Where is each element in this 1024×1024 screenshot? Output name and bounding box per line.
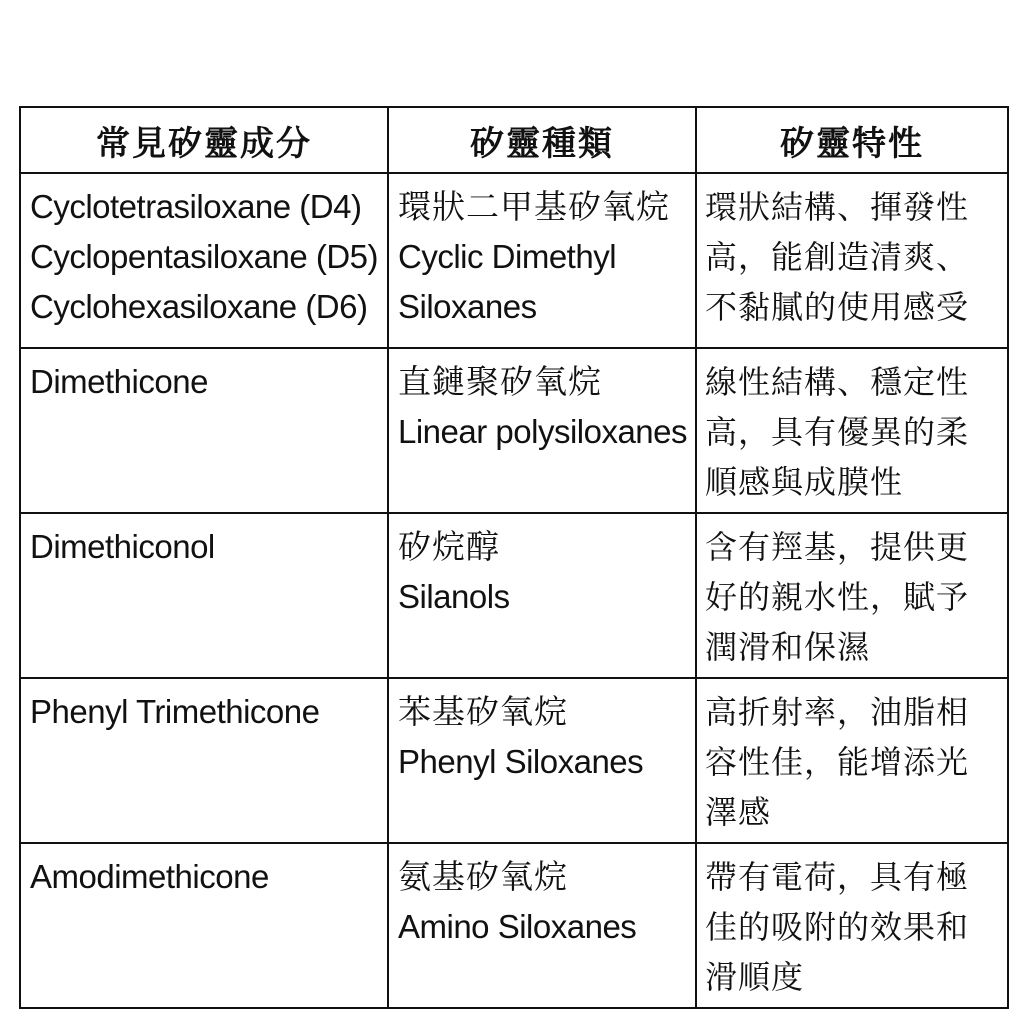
type-cell xyxy=(388,348,696,513)
property-text: 佳的吸附的效果和 xyxy=(705,909,970,945)
type-text: 環狀二甲基矽氧烷 xyxy=(398,188,670,225)
header-type: 矽靈種類 xyxy=(388,107,696,173)
type-text: Siloxanes xyxy=(398,288,537,325)
type-cell xyxy=(388,173,696,348)
ingredient-text: Phenyl Trimethicone xyxy=(30,693,320,730)
table-row xyxy=(20,173,1008,348)
property-text: 容性佳，能增添光 xyxy=(705,744,970,780)
type-text: 矽烷醇 xyxy=(398,528,500,565)
ingredient-cell xyxy=(20,348,388,513)
property-cell xyxy=(696,513,1008,678)
ingredient-text: Dimethicone xyxy=(30,363,208,400)
type-text: Phenyl Siloxanes xyxy=(398,743,644,780)
property-text: 高，能創造清爽、 xyxy=(705,239,970,275)
ingredient-cell xyxy=(20,678,388,843)
type-text: 氨基矽氧烷 xyxy=(398,858,568,895)
type-text: Amino Siloxanes xyxy=(398,908,637,945)
property-text: 滑順度 xyxy=(705,959,805,995)
property-cell xyxy=(696,678,1008,843)
property-text: 順感與成膜性 xyxy=(705,464,904,500)
ingredient-text: Cyclotetrasiloxane (D4) xyxy=(30,188,362,225)
property-cell xyxy=(696,348,1008,513)
ingredient-text: Dimethiconol xyxy=(30,528,215,565)
ingredient-cell xyxy=(20,843,388,1008)
type-cell xyxy=(388,843,696,1008)
ingredient-cell xyxy=(20,513,388,678)
header-property: 矽靈特性 xyxy=(696,107,1008,173)
property-cell xyxy=(696,843,1008,1008)
property-text: 環狀結構、揮發性 xyxy=(705,189,970,225)
silicone-table xyxy=(19,106,1009,1009)
property-text: 含有羥基，提供更 xyxy=(705,529,970,565)
table-row xyxy=(20,348,1008,513)
type-cell xyxy=(388,513,696,678)
header-ingredient: 常見矽靈成分 xyxy=(20,107,388,173)
property-text: 潤滑和保濕 xyxy=(705,629,871,665)
type-text: Linear polysiloxanes xyxy=(398,413,688,450)
property-text: 高折射率，油脂相 xyxy=(705,694,970,730)
ingredient-text: Cyclopentasiloxane (D5) xyxy=(30,238,379,275)
property-text: 不黏膩的使用感受 xyxy=(705,289,970,325)
ingredient-cell xyxy=(20,173,388,348)
property-text: 澤感 xyxy=(705,794,772,830)
table-row xyxy=(20,513,1008,678)
property-text: 帶有電荷，具有極 xyxy=(705,859,970,895)
type-text: Silanols xyxy=(398,578,510,615)
type-cell xyxy=(388,678,696,843)
ingredient-text: Amodimethicone xyxy=(30,858,269,895)
property-text: 線性結構、穩定性 xyxy=(705,364,970,400)
type-text: Cyclic Dimethyl xyxy=(398,238,617,275)
type-text: 苯基矽氧烷 xyxy=(398,693,568,730)
property-text: 高，具有優異的柔 xyxy=(705,414,970,450)
property-cell xyxy=(696,173,1008,348)
ingredient-text: Cyclohexasiloxane (D6) xyxy=(30,288,368,325)
table-row xyxy=(20,843,1008,1008)
table-header-row xyxy=(20,107,1008,173)
type-text: 直鏈聚矽氧烷 xyxy=(398,363,602,400)
table-row xyxy=(20,678,1008,843)
property-text: 好的親水性，賦予 xyxy=(705,579,970,615)
